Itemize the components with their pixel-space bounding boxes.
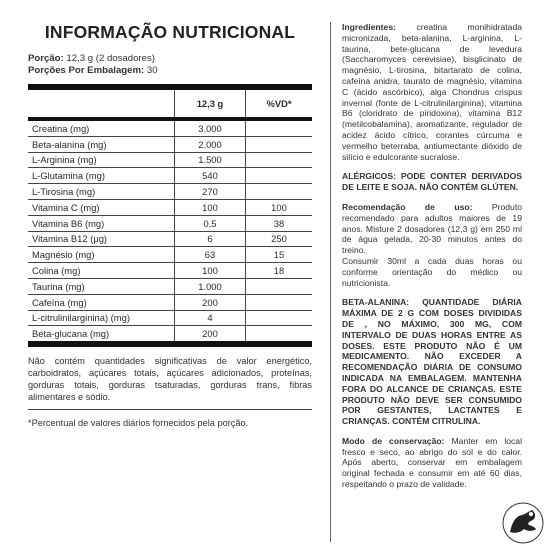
nutrient-vd [246, 310, 313, 326]
nutrient-amount: 6 [175, 231, 246, 247]
nutrient-vd [246, 152, 313, 168]
nutrient-vd [246, 184, 313, 200]
nutrient-amount: 4 [175, 310, 246, 326]
table-row [28, 184, 312, 200]
nutrient-name: Vitamina B12 (µg) [28, 231, 175, 247]
table-row [28, 278, 312, 294]
nutrient-name: Beta-glucana (mg) [28, 326, 175, 344]
table-row [28, 168, 312, 184]
nutrient-vd: 38 [246, 215, 313, 231]
nutrition-panel [28, 22, 312, 428]
nutrient-name: L-Glutamina (mg) [28, 168, 175, 184]
recommendation-text-2: Consumir 30ml a cada duas horas ou conforme orientação do médico ou nutricionista. [342, 255, 522, 288]
header-vd: %VD* [246, 87, 313, 119]
nutrient-vd: 15 [246, 247, 313, 263]
portions-per-package-line [28, 65, 312, 77]
nutrient-name: Creatina (mg) [28, 119, 175, 136]
nutrient-vd [246, 119, 313, 136]
nutrient-amount: 1.500 [175, 152, 246, 168]
nutrient-vd [246, 278, 313, 294]
nutrient-name: Taurina (mg) [28, 278, 175, 294]
nutrient-vd: 100 [246, 199, 313, 215]
table-row [28, 152, 312, 168]
table-body [28, 119, 312, 344]
table-row [28, 231, 312, 247]
nutrient-amount: 3.000 [175, 119, 246, 136]
nutrient-name: L-citrulinilarginina) (mg) [28, 310, 175, 326]
table-row [28, 310, 312, 326]
nutrient-vd: 250 [246, 231, 313, 247]
table-row [28, 326, 312, 344]
table-row [28, 136, 312, 152]
nutrient-name: Vitamina B6 (mg) [28, 215, 175, 231]
nutrient-vd [246, 168, 313, 184]
nutrient-amount: 0,5 [175, 215, 246, 231]
table-header-row [28, 87, 312, 119]
table-row [28, 199, 312, 215]
recommendation-text: Produto recomendado para adultos maiores de 19 anos. Misture 2 dosadores (12,3 g) em 250 ml de água gelada, 20-30 minutos antes do treino. [342, 201, 522, 256]
nutrient-vd [246, 294, 313, 310]
nutrient-amount: 100 [175, 263, 246, 279]
nutrient-amount: 1.000 [175, 278, 246, 294]
nutrient-vd [246, 136, 313, 152]
header-nutrient [28, 87, 175, 119]
vd-reference-note: *Percentual de valores diários fornecidos pela porção. [28, 409, 312, 428]
nutrient-name: L-Arginina (mg) [28, 152, 175, 168]
recommendation-block [342, 202, 522, 288]
portion-info [28, 53, 312, 77]
recommendation-label: Recomendação de uso: [342, 201, 473, 212]
nutrient-amount: 540 [175, 168, 246, 184]
nutrient-name: Magnésio (mg) [28, 247, 175, 263]
nutrient-vd [246, 326, 313, 344]
portion-label: Porção: [28, 53, 64, 64]
bodybuilder-logo-icon [502, 502, 544, 544]
header-amount: 12,3 g [175, 87, 246, 119]
table-row [28, 119, 312, 136]
warning-block: BETA-ALANINA: QUANTIDADE DIÁRIA MÁXIMA DE 2 G COM DOSES DIVIDIDAS DE , NO MÁXIMO, 300 MG, COM INTERVALO DE DUAS HORAS ENTRE AS DOSES. ESTE PRODUTO NÃO É UM MEDICAMENTO. NÃO EXCEDER A RECOMENDAÇÃO DIÁRIA DE CONSUMO INDICADA NA EMBALAGEM. MANTENHA FORA DO ALCANCE DE CRIANÇAS. ESTE PRODUTO NÃO DEVE SER CONSUMIDO POR GESTANTES, LACTANTES E CRIANÇAS. CONTÉM CITRULINA. [342, 297, 522, 427]
nutrient-amount: 270 [175, 184, 246, 200]
table-row [28, 294, 312, 310]
nutrient-name: L-Tirosina (mg) [28, 184, 175, 200]
ingredients-text: creatina monihidratada micronizada, beta-alanina, L-arginina, L-taurina, bete-glucana de levedura (Saccharomyces cerevisiae), bisglicinato de magnésio, L-tirosina, bitartarato de colina, cafeína anidra, taurato de magnésio, vitamina C (ácido ascórbico), alga Chondrus crispus invernal (fonte de L-citrulinilarginina), vitamina B6 (cloridrato de piridoxina), vitamina B12 (metilcobalamina), aromatizante, regulador de acidez ácido cítrico, corantes cúrcuma e vermelho beterraba, antiumectante dióxido de silício e edulcorante sucralose. [342, 22, 522, 162]
conservation-block [342, 436, 522, 490]
nutrient-amount: 63 [175, 247, 246, 263]
nutrient-amount: 100 [175, 199, 246, 215]
portion-value: 12,3 g (2 dosadores) [66, 53, 155, 64]
nutrient-name: Colina (mg) [28, 263, 175, 279]
nutrient-name: Vitamina C (mg) [28, 199, 175, 215]
table-row [28, 247, 312, 263]
footnote: Não contém quantidades significativas de valor energético, carboidratos, açúcares totais, açúcares adicionados, proteínas, gorduras totais, gorduras tsaturadas, gorduras trans, fibras alimentares e sódio. [28, 356, 312, 402]
nutrient-vd: 18 [246, 263, 313, 279]
nutrient-name: Beta-alanina (mg) [28, 136, 175, 152]
ingredients-label: Ingredientes: [342, 22, 396, 32]
conservation-label: Modo de conservação: [342, 435, 445, 446]
nutrient-name: Cafeína (mg) [28, 294, 175, 310]
ingredients-block [342, 22, 522, 162]
allergens-block: ALÉRGICOS: PODE CONTER DERIVADOS DE LEITE E SOJA. NÃO CONTÉM GLÚTEN. [342, 171, 522, 193]
portions-per-package-value: 30 [146, 65, 158, 76]
nutrient-amount: 200 [175, 326, 246, 344]
column-divider [330, 22, 331, 542]
nutrient-amount: 2.000 [175, 136, 246, 152]
portion-line [28, 53, 312, 65]
table-row [28, 263, 312, 279]
conservation-text: Manter em local fresco e seco, ao abrigo do sol e do calor. Após aberto, conservar em embalagem original fechada e consumir em até 60 dias, respeitando o prazo de validade. [342, 435, 522, 490]
page-title: INFORMAÇÃO NUTRICIONAL [44, 22, 296, 42]
portions-per-package-label: Porções Por Embalagem: [28, 65, 145, 76]
info-column [342, 22, 522, 499]
table-row [28, 215, 312, 231]
nutrition-table [28, 84, 312, 347]
nutrient-amount: 200 [175, 294, 246, 310]
